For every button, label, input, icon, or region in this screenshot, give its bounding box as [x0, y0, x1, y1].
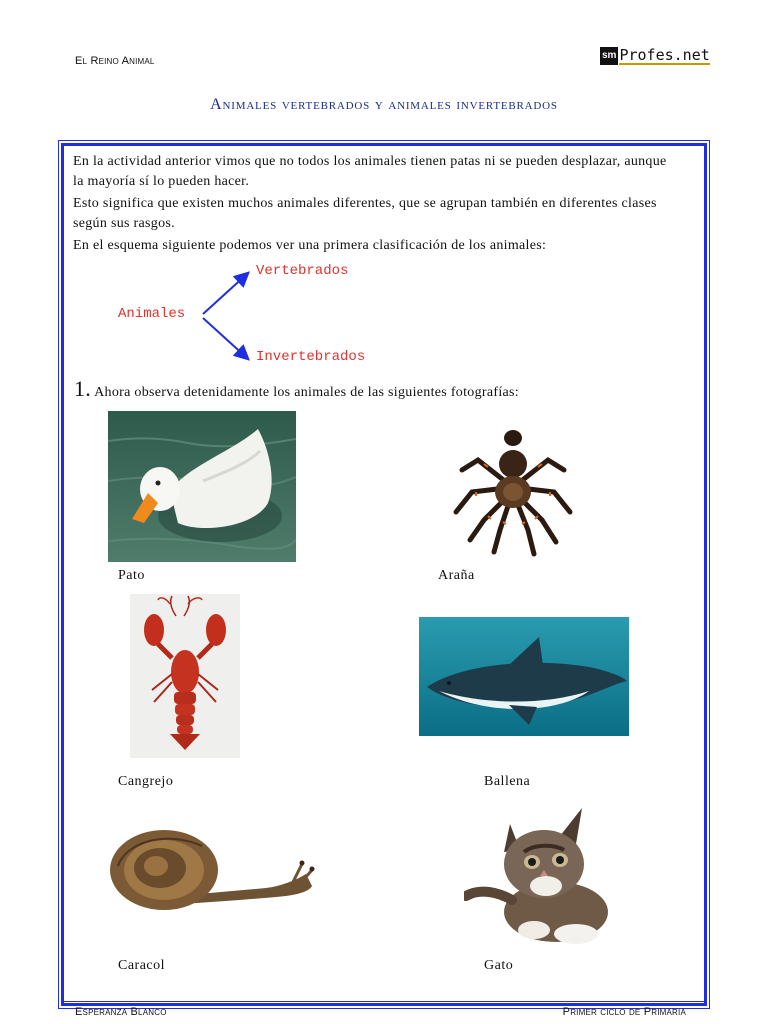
caption-arana: Araña [438, 568, 475, 583]
logo-badge: sm [600, 47, 618, 65]
scheme-invertebrados: Invertebrados [256, 349, 366, 365]
paragraph-scheme-intro: En el esquema siguiente podemos ver una primera clasificación de los animales: [73, 238, 547, 253]
header-section-title: El Reino Animal [75, 55, 155, 67]
caption-ballena: Ballena [484, 774, 531, 789]
footer-level: Primer ciclo de Primaria [562, 1006, 686, 1018]
exercise-number: 1. [74, 376, 92, 401]
profes-net-logo [600, 44, 710, 68]
caption-gato: Gato [484, 958, 514, 973]
snail-photo [106, 826, 318, 926]
footer-author: Esperanza Blanco [75, 1006, 167, 1018]
whale-photo [419, 617, 629, 736]
arrow-to-invertebrados [203, 318, 247, 358]
spider-photo [448, 420, 578, 560]
caption-cangrejo: Cangrejo [118, 774, 174, 789]
duck-photo [108, 411, 296, 562]
scheme-vertebrados: Vertebrados [256, 263, 349, 279]
paragraph-intro: En la actividad anterior vimos que no todos los animales tienen patas ni se pueden desplazar, aunque la mayoría sí lo pueden hacer. [73, 154, 667, 189]
classification-diagram [195, 262, 265, 368]
lobster-photo [130, 594, 240, 758]
exercise-text: Ahora observa detenidamente los animales de las siguientes fotografías: [94, 385, 519, 400]
logo-text: Profes.net [619, 46, 710, 64]
exercise-1 [74, 376, 519, 402]
kitten-photo [464, 800, 614, 950]
paragraph-classes: Esto significa que existen muchos animales diferentes, que se agrupan también en diferentes clases según sus rasgos. [73, 196, 657, 231]
caption-pato: Pato [118, 568, 145, 583]
footer-rule [61, 1001, 707, 1002]
scheme-root-animales: Animales [118, 306, 186, 322]
page-title: Animales vertebrados y animales invertebrados [210, 96, 558, 113]
caption-caracol: Caracol [118, 958, 166, 973]
arrow-to-vertebrados [203, 274, 247, 314]
